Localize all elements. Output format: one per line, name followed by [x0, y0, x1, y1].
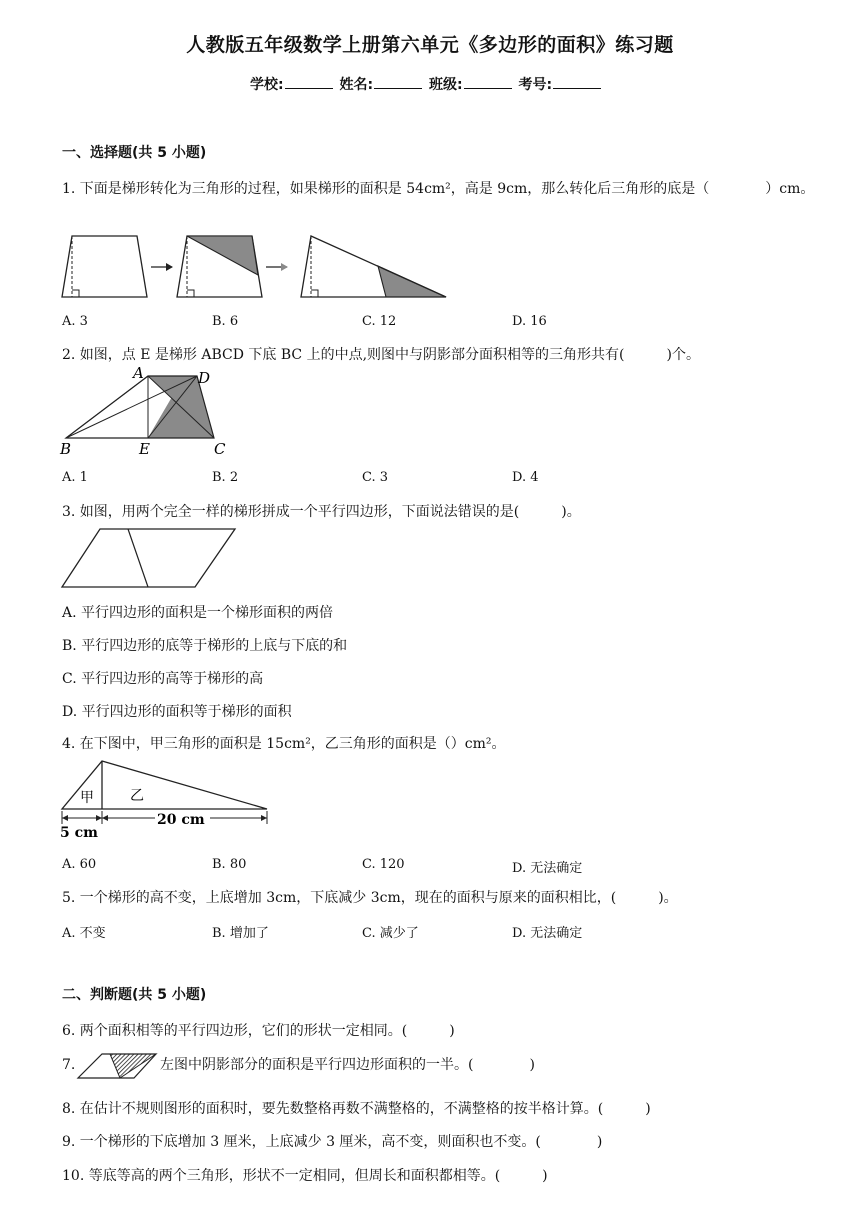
question-1-text: 1. 下面是梯形转化为三角形的过程，如果梯形的面积是 54cm²，高是 9cm，那么转化后三角形的底是（ ）cm。 [62, 181, 815, 197]
q3-option-a[interactable]: A. 平行四边形的面积是一个梯形面积的两倍 [62, 605, 334, 621]
q4-option-b[interactable]: B. 80 [212, 857, 247, 872]
class-label: 班级: [428, 77, 463, 93]
student-info-line [250, 74, 603, 94]
question-2-text: 2. 如图，点 E 是梯形 ABCD 下底 BC 上的中点,则图中与阴影部分面积相等的三角形共有( )个。 [62, 347, 700, 363]
parallelogram-two-trapezoids-figure [60, 527, 240, 589]
q5-option-a[interactable]: A. 不变 [62, 926, 106, 941]
name-blank[interactable] [374, 76, 422, 89]
shaded-parallelogram-figure [76, 1052, 158, 1080]
label-yi: 乙 [130, 788, 144, 804]
section-heading-judgement: 二、判断题(共 5 小题) [62, 987, 207, 1003]
q2-option-c[interactable]: C. 3 [362, 470, 389, 485]
label-5cm: 5 cm [60, 825, 98, 841]
q3-option-c[interactable]: C. 平行四边形的高等于梯形的高 [62, 671, 264, 687]
question-5-options [62, 922, 762, 942]
q3-option-b[interactable]: B. 平行四边形的底等于梯形的上底与下底的和 [62, 638, 348, 654]
section-heading-choice: 一、选择题(共 5 小题) [62, 145, 207, 161]
label-jia: 甲 [80, 790, 94, 806]
q1-option-b[interactable]: B. 6 [212, 314, 239, 329]
question-4-text: 4. 在下图中，甲三角形的面积是 15cm²，乙三角形的面积是（）cm²。 [62, 736, 506, 752]
page-title: 人教版五年级数学上册第六单元《多边形的面积》练习题 [186, 34, 674, 56]
question-3-text: 3. 如图，用两个完全一样的梯形拼成一个平行四边形，下面说法错误的是( )。 [62, 504, 581, 520]
q1-option-a[interactable]: A. 3 [62, 314, 88, 329]
number-label: 考号: [518, 77, 553, 93]
trapezoid-abcd-figure [60, 364, 240, 460]
label-a: A [133, 364, 144, 382]
q2-option-d[interactable]: D. 4 [512, 470, 539, 485]
label-b: B [60, 440, 72, 458]
label-d: D [198, 369, 211, 387]
trapezoid-to-triangle-figure [60, 233, 450, 299]
name-label: 姓名: [339, 77, 374, 93]
label-c: C [214, 440, 226, 458]
question-9-text: 9. 一个梯形的下底增加 3 厘米，上底减少 3 厘米，高不变，则面积也不变。( ) [62, 1134, 603, 1150]
question-7-text: 左图中阴影部分的面积是平行四边形面积的一半。( ) [160, 1057, 535, 1073]
question-7-number: 7. [62, 1057, 76, 1073]
q5-option-c[interactable]: C. 减少了 [362, 926, 419, 941]
q4-option-a[interactable]: A. 60 [62, 857, 97, 872]
q1-option-d[interactable]: D. 16 [512, 314, 547, 329]
q3-option-d[interactable]: D. 平行四边形的面积等于梯形的面积 [62, 704, 292, 720]
q2-option-b[interactable]: B. 2 [212, 470, 239, 485]
q1-option-c[interactable]: C. 12 [362, 314, 397, 329]
label-20cm: 20 cm [157, 812, 205, 828]
question-4-options [62, 857, 762, 877]
q2-option-a[interactable]: A. 1 [62, 470, 88, 485]
question-5-text: 5. 一个梯形的高不变，上底增加 3cm，下底减少 3cm，现在的面积与原来的面积相比，( )。 [62, 890, 678, 906]
question-2-options [62, 470, 762, 490]
number-blank[interactable] [553, 76, 601, 89]
q4-option-d[interactable]: D. 无法确定 [512, 861, 583, 876]
label-e: E [139, 440, 150, 458]
question-10-text: 10. 等底等高的两个三角形，形状不一定相同，但周长和面积都相等。( ) [62, 1168, 548, 1184]
triangles-jia-yi-figure [60, 758, 275, 842]
school-label: 学校: [250, 77, 284, 93]
q5-option-d[interactable]: D. 无法确定 [512, 926, 583, 941]
school-blank[interactable] [285, 76, 333, 89]
question-6-text: 6. 两个面积相等的平行四边形，它们的形状一定相同。( ) [62, 1023, 455, 1039]
q5-option-b[interactable]: B. 增加了 [212, 926, 269, 941]
q4-option-c[interactable]: C. 120 [362, 857, 405, 872]
question-1-options [62, 314, 762, 334]
class-blank[interactable] [464, 76, 512, 89]
question-8-text: 8. 在估计不规则图形的面积时，要先数整格再数不满整格的，不满整格的按半格计算。( ) [62, 1101, 651, 1117]
